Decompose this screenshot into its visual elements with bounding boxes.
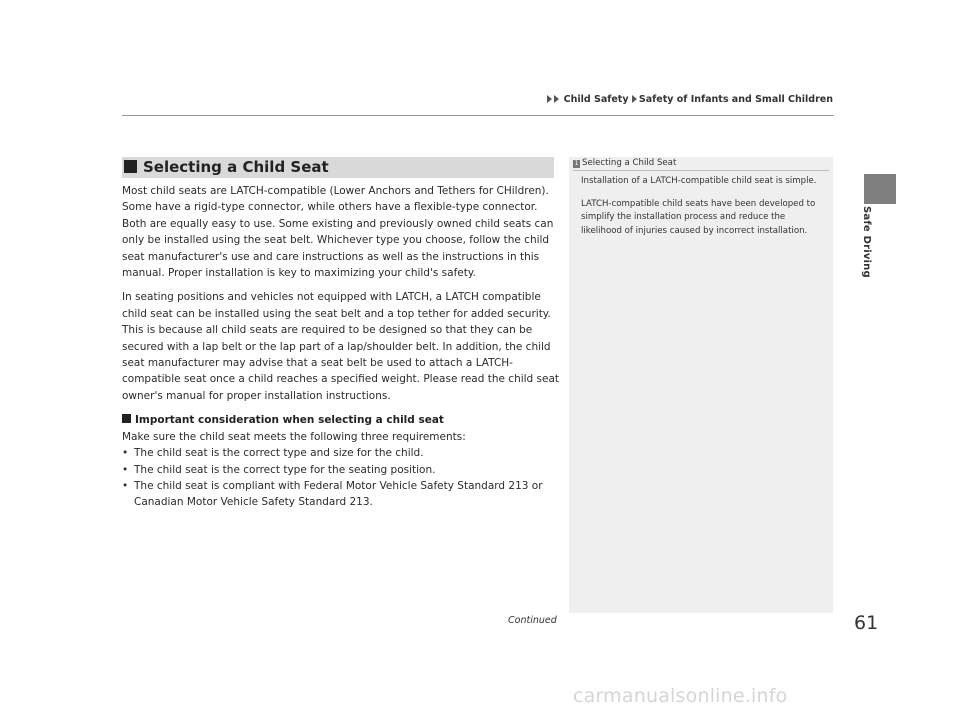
- subheading-text: Important consideration when selecting a child seat: [135, 414, 444, 427]
- section-header: [122, 157, 554, 178]
- continued-label: Continued: [508, 615, 557, 626]
- breadcrumb-item-child-safety[interactable]: Child Safety: [563, 94, 629, 105]
- section-title: Selecting a Child Seat: [143, 158, 329, 176]
- requirements-intro: Make sure the child seat meets the following three requirements:: [122, 430, 466, 443]
- square-bullet-icon: [124, 160, 137, 173]
- page-number: 61: [854, 612, 879, 634]
- requirements-list: [122, 445, 562, 511]
- list-item: • The child seat is compliant with Federal Motor Vehicle Safety Standard 213 or Canadian Motor Vehicle Safety Standard 213.: [122, 478, 562, 511]
- sidebar-text: [581, 175, 821, 247]
- note-marker-icon: 1: [574, 160, 579, 167]
- watermark: carmanualsonline.info: [573, 685, 788, 707]
- sidebar-note: LATCH-compatible child seats have been developed to simplify the installation process and reduce the likelihood of injuries caused by incorrect installation.: [581, 198, 816, 236]
- square-bullet-icon: [122, 414, 131, 423]
- header-divider: [122, 115, 834, 116]
- sidebar-note: Installation of a LATCH-compatible child seat is simple.: [581, 176, 817, 186]
- sidebar-divider: [573, 170, 829, 171]
- breadcrumb-item-current[interactable]: Safety of Infants and Small Children: [638, 94, 833, 105]
- arrow-icon: [632, 95, 637, 103]
- main-content: [122, 183, 562, 511]
- paragraph: Most child seats are LATCH-compatible (Lower Anchors and Tethers for CHildren). Some have a rigid-type connector, while others have a flexible-type connector. Both are equally easy to use. Some existing and previously owned child seats can only be installed using the seat belt. Whichever type you choose, follow the child seat manufacturer's use and care instructions as well as the instructions in this manual. Proper installation is key to maximizing your child's safety.: [122, 185, 554, 280]
- breadcrumb: [547, 94, 833, 105]
- list-item: • The child seat is the correct type and size for the child.: [122, 445, 562, 461]
- subheading: [122, 412, 562, 428]
- sidebar-title: [573, 158, 676, 168]
- sidebar-notes: [569, 157, 833, 613]
- sidebar-title-text: Selecting a Child Seat: [582, 158, 677, 168]
- chapter-tab-marker: [864, 174, 896, 204]
- chapter-tab-label: Safe Driving: [861, 206, 872, 278]
- list-item: • The child seat is the correct type for the seating position.: [122, 462, 562, 478]
- paragraph: In seating positions and vehicles not equipped with LATCH, a LATCH compatible child seat can be installed using the seat belt and a top tether for added security. This is because all child seats are required to be designed so that they can be secured with a lap belt or the lap part of a lap/shoulder belt. In addition, the child seat manufacturer may advise that a seat belt be used to attach a LATCH-compatible seat once a child reaches a specified weight. Please read the child seat owner's manual for proper installation instructions.: [122, 291, 560, 402]
- double-arrow-icon: [547, 94, 561, 105]
